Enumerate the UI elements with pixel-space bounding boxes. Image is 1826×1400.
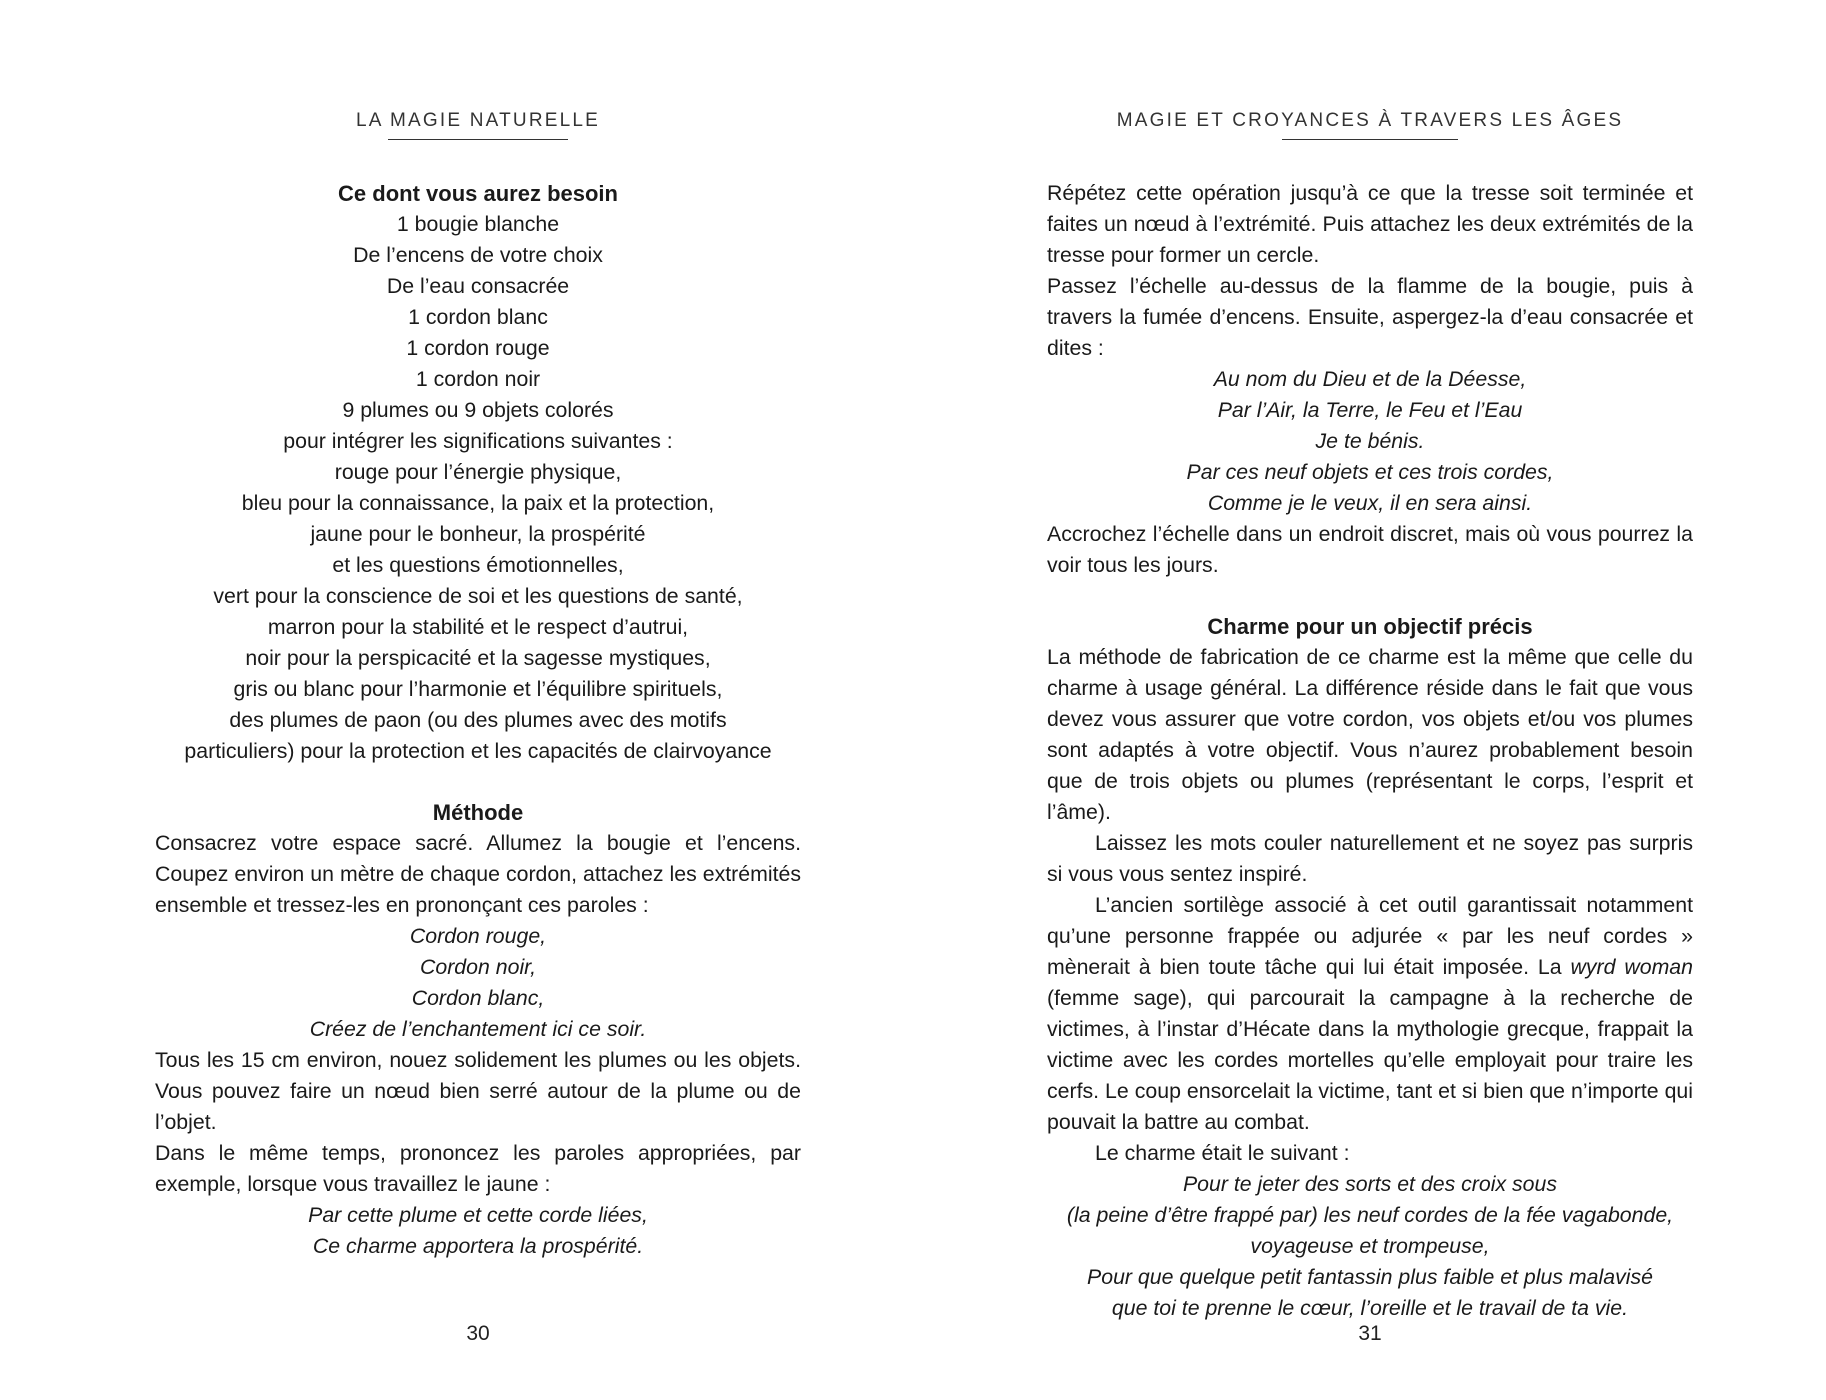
paragraph: Passez l’échelle au-dessus de la flamme de la bougie, puis à travers la fumée d’encens. Ensuite, aspergez-la d’eau consacrée et dites : [1047, 274, 1693, 360]
page-number: 30 [466, 1322, 490, 1345]
running-header: LA MAGIE NATURELLE [355, 110, 601, 131]
verse-line: Ce charme apportera la prospérité. [312, 1234, 644, 1258]
verse-line: Je te bénis. [1315, 429, 1425, 453]
paragraph: Dans le même temps, prononcez les paroles appropriées, par exemple, lorsque vous travaillez le jaune : [155, 1141, 801, 1196]
section-heading-charm: Charme pour un objectif précis [1207, 614, 1533, 639]
verse-line: Au nom du Dieu et de la Déesse, [1213, 367, 1527, 391]
verse-line: (la peine d’être frappé par) les neuf cordes de la fée vagabonde, [1066, 1203, 1674, 1227]
list-item: particuliers) pour la protection et les capacités de clairvoyance [184, 739, 772, 763]
verse-block [1047, 1169, 1693, 1324]
verse-line: Cordon rouge, [409, 924, 547, 948]
list-item: 9 plumes ou 9 objets colorés [342, 398, 614, 422]
paragraph: Accrochez l’échelle dans un endroit discret, mais où vous pourrez la voir tous les jours. [1047, 522, 1693, 577]
paragraph: Répétez cette opération jusqu’à ce que la tresse soit terminée et faites un nœud à l’extrémité. Puis attachez les deux extrémités de la tresse pour former un cercle. [1047, 181, 1693, 267]
list-item: rouge pour l’énergie physique, [334, 460, 622, 484]
verse-block [155, 1200, 801, 1262]
list-item: 1 cordon blanc [408, 305, 548, 329]
verse-line: Cordon noir, [419, 955, 537, 979]
header-rule [388, 139, 568, 140]
list-item: jaune pour le bonheur, la prospérité [310, 522, 646, 546]
paragraph-text: L’ancien sortilège associé à cet outil garantissait notamment qu’une personne frappée ou adjurée « par les neuf cordes » mènerait à bien toute tâche qui lui était imposée. La [1047, 893, 1693, 979]
section-heading-needs: Ce dont vous aurez besoin [338, 181, 618, 206]
paragraph: La méthode de fabrication de ce charme est la même que celle du charme à usage général. La différence réside dans le fait que vous devez vous assurer que votre cordon, vos objets et/ou vos plumes sont adaptés à votre objectif. Vous n’aurez probablement besoin que de trois objets ou plumes (représentant le corps, l’esprit et l’âme). [1047, 645, 1693, 824]
verse-line: Par cette plume et cette corde liées, [308, 1203, 648, 1227]
list-item: 1 cordon rouge [406, 336, 550, 360]
paragraph [1047, 890, 1693, 1138]
list-item: 1 cordon noir [415, 367, 541, 391]
section-spacer [155, 767, 801, 797]
paragraph-text: (femme sage), qui parcourait la campagne à la recherche de victimes, à l’instar d’Hécate dans la mythologie grecque, frappait la victime avec les cordes mortelles qu’elle employait pour traire les cerfs. Le coup ensorcelait la victime, tant et si bien que n’importe qui pouvait la battre au combat. [1047, 986, 1693, 1134]
verse-line: Comme je le veux, il en sera ainsi. [1207, 491, 1533, 515]
list-item: marron pour la stabilité et le respect d’autrui, [267, 615, 689, 639]
list-item: De l’encens de votre choix [353, 243, 603, 267]
list-item: gris ou blanc pour l’harmonie et l’équilibre spirituels, [233, 677, 723, 701]
verse-line: Pour que quelque petit fantassin plus faible et plus malavisé [1087, 1265, 1653, 1289]
header-rule [1282, 139, 1458, 140]
verse-line: Par ces neuf objets et ces trois cordes, [1186, 460, 1554, 484]
needs-list [155, 209, 801, 767]
paragraph: Laissez les mots couler naturellement et ne soyez pas surpris si vous vous sentez inspiré. [1047, 831, 1693, 886]
italic-term: wyrd woman [1570, 955, 1693, 979]
list-item: et les questions émotionnelles, [332, 553, 624, 577]
verse-block [155, 921, 801, 1045]
list-item: bleu pour la connaissance, la paix et la protection, [241, 491, 715, 515]
verse-line: Par l’Air, la Terre, le Feu et l’Eau [1217, 398, 1523, 422]
right-page-content [1047, 178, 1693, 1324]
list-item: pour intégrer les significations suivantes : [283, 429, 673, 453]
verse-line: Pour te jeter des sorts et des croix sous [1182, 1172, 1558, 1196]
verse-line: que toi te prenne le cœur, l’oreille et le travail de ta vie. [1111, 1296, 1629, 1320]
verse-block [1047, 364, 1693, 519]
list-item: noir pour la perspicacité et la sagesse mystiques, [245, 646, 711, 670]
verse-line: Créez de l’enchantement ici ce soir. [309, 1017, 647, 1041]
list-item: 1 bougie blanche [396, 212, 560, 236]
left-page [155, 0, 801, 1400]
paragraph: Tous les 15 cm environ, nouez solidement les plumes ou les objets. Vous pouvez faire un nœud bien serré autour de la plume ou de l’objet. [155, 1048, 801, 1134]
verse-line: voyageuse et trompeuse, [1250, 1234, 1490, 1258]
running-header: MAGIE ET CROYANCES À TRAVERS LES ÂGES [1116, 110, 1624, 131]
section-heading-method: Méthode [432, 800, 524, 825]
paragraph: Le charme était le suivant : [1095, 1141, 1350, 1165]
page-number: 31 [1358, 1322, 1382, 1345]
list-item: De l’eau consacrée [386, 274, 570, 298]
left-page-content [155, 178, 801, 1262]
paragraph: Consacrez votre espace sacré. Allumez la bougie et l’encens. Coupez environ un mètre de chaque cordon, attachez les extrémités ensemble et tressez-les en prononçant ces paroles : [155, 831, 801, 917]
list-item: des plumes de paon (ou des plumes avec des motifs [229, 708, 727, 732]
verse-line: Cordon blanc, [411, 986, 545, 1010]
right-page [1047, 0, 1693, 1400]
section-spacer [1047, 581, 1693, 611]
list-item: vert pour la conscience de soi et les questions de santé, [213, 584, 743, 608]
